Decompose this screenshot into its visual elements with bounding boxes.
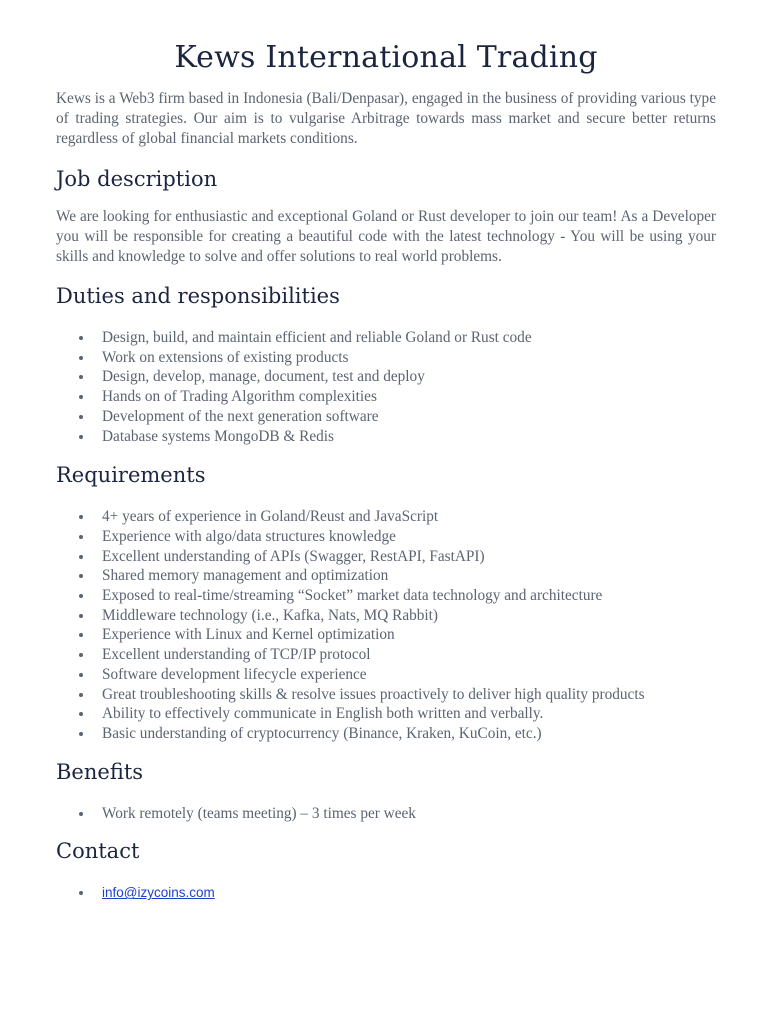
- requirement-text: Excellent understanding of TCP/IP protocol: [102, 646, 371, 664]
- benefits-heading: Benefits: [56, 759, 144, 784]
- requirement-text: Experience with algo/data structures knowledge: [102, 527, 396, 545]
- job-description-paragraph: We are looking for enthusiastic and exceptional Goland or Rust developer to join our team! As a Developer you will be responsible for creating a beautiful code with the latest technology - You will be using your skills and knowledge to solve and offer solutions to real world problems.: [56, 208, 716, 265]
- bullet-icon: [79, 673, 83, 677]
- requirements-heading: Requirements: [56, 463, 206, 488]
- list-item: [56, 704, 716, 724]
- list-item: [56, 645, 716, 665]
- requirement-text: Great troubleshooting skills & resolve issues proactively to deliver high quality products: [102, 685, 645, 703]
- duty-text: Database systems MongoDB & Redis: [102, 427, 334, 445]
- contact-email-link[interactable]: info@izycoins.com: [102, 885, 215, 901]
- bullet-icon: [79, 356, 83, 360]
- bullet-icon: [79, 535, 83, 539]
- bullet-icon: [79, 614, 83, 618]
- list-item: [56, 724, 716, 744]
- list-item: [56, 527, 716, 547]
- bullet-icon: [79, 515, 83, 519]
- list-item: [56, 407, 716, 427]
- duty-text: Work on extensions of existing products: [102, 348, 349, 366]
- bullet-icon: [79, 732, 83, 736]
- bullet-icon: [79, 891, 83, 895]
- bullet-icon: [79, 395, 83, 399]
- list-item: [56, 685, 716, 705]
- bullet-icon: [79, 574, 83, 578]
- duty-text: Design, build, and maintain efficient and reliable Goland or Rust code: [102, 329, 532, 346]
- duties-list: [56, 328, 716, 446]
- list-item: [56, 625, 716, 645]
- list-item: [56, 804, 716, 824]
- requirement-text: 4+ years of experience in Goland/Reust and JavaScript: [102, 508, 439, 526]
- bullet-icon: [79, 375, 83, 379]
- requirement-text: Exposed to real-time/streaming “Socket” market data technology and architecture: [102, 587, 603, 605]
- list-item: [56, 427, 716, 447]
- requirement-text: Excellent understanding of APIs (Swagger, RestAPI, FastAPI): [102, 547, 485, 565]
- bullet-icon: [79, 812, 83, 816]
- benefits-list: [56, 804, 716, 824]
- requirement-text: Experience with Linux and Kernel optimization: [102, 626, 395, 644]
- requirement-text: Middleware technology (i.e., Kafka, Nats, MQ Rabbit): [102, 606, 439, 624]
- list-item: [56, 883, 716, 903]
- list-item: [56, 606, 716, 626]
- contact-heading: Contact: [56, 839, 140, 864]
- job-description-heading: Job description: [56, 167, 218, 191]
- list-item: [56, 665, 716, 685]
- duty-text: Design, develop, manage, document, test and deploy: [102, 368, 425, 386]
- bullet-icon: [79, 633, 83, 637]
- duty-text: Hands on of Trading Algorithm complexities: [102, 388, 377, 406]
- list-item: [56, 328, 716, 348]
- list-item: [56, 547, 716, 567]
- bullet-icon: [79, 594, 83, 598]
- bullet-icon: [79, 336, 83, 340]
- list-item: [56, 566, 716, 586]
- list-item: [56, 507, 716, 527]
- bullet-icon: [79, 712, 83, 716]
- requirement-text: Ability to effectively communicate in English both written and verbally.: [102, 705, 544, 723]
- bullet-icon: [79, 415, 83, 419]
- requirement-text: Basic understanding of cryptocurrency (Binance, Kraken, KuCoin, etc.): [102, 724, 542, 742]
- list-item: [56, 586, 716, 606]
- requirement-text: Software development lifecycle experience: [102, 665, 367, 683]
- bullet-icon: [79, 435, 83, 439]
- requirements-list: [56, 507, 716, 743]
- bullet-icon: [79, 693, 83, 697]
- document-page: [56, 40, 716, 903]
- contact-list: [56, 883, 716, 903]
- list-item: [56, 387, 716, 407]
- company-intro-paragraph: Kews is a Web3 firm based in Indonesia (Bali/Denpasar), engaged in the business of providing various type of trading strategies. Our aim is to vulgarise Arbitrage towards mass market and secure better returns regardless of global financial markets conditions.: [56, 90, 716, 147]
- list-item: [56, 367, 716, 387]
- requirement-text: Shared memory management and optimization: [102, 567, 389, 585]
- list-item: [56, 348, 716, 368]
- bullet-icon: [79, 555, 83, 559]
- benefit-text: Work remotely (teams meeting) – 3 times per week: [102, 804, 416, 822]
- bullet-icon: [79, 653, 83, 657]
- duty-text: Development of the next generation software: [102, 407, 379, 425]
- document-title: Kews International Trading: [174, 40, 598, 75]
- duties-heading: Duties and responsibilities: [56, 284, 340, 308]
